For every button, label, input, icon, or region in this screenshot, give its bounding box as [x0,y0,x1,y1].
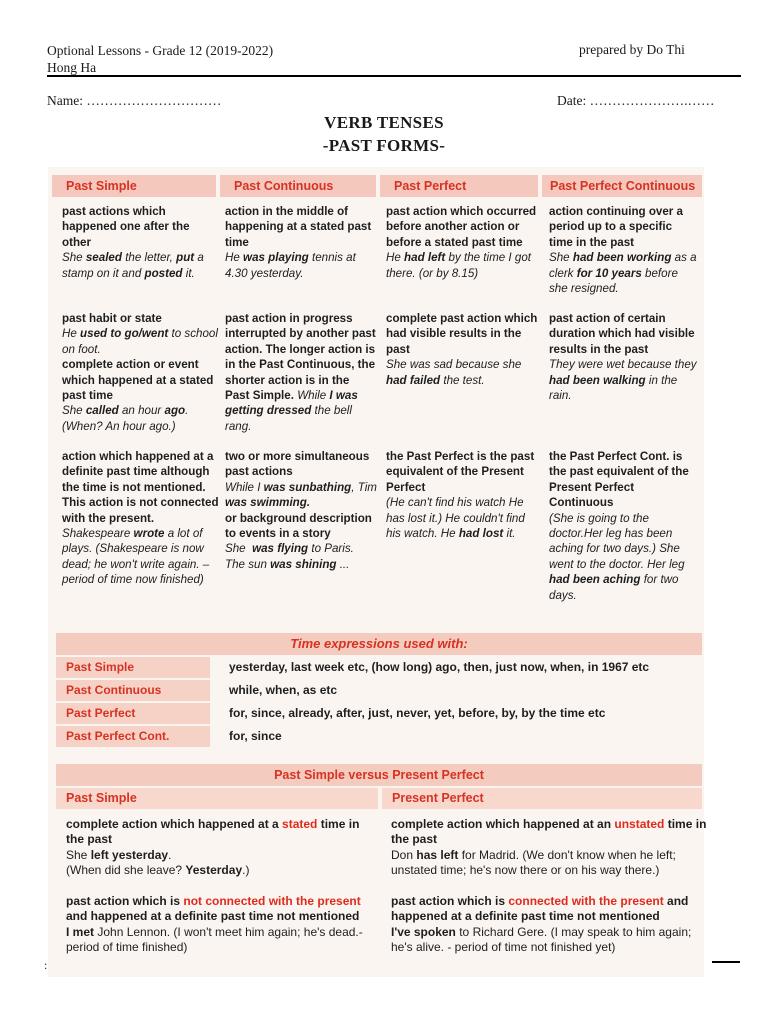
cell-past-continuous-3: two or more simultaneous past actions While I was sunbathing, Tim was swimming. or background description to events in a story She was flying to Paris. The sun was shining ... [225,450,377,571]
cell-past-simple-1: past actions which happened one after the other She sealed the letter, put a stamp on it and posted it. [62,205,204,280]
cell-past-perfect-1: past action which occurred before another action or before a stated past time He had left by the time I got there. (or by 8.15) [386,205,537,280]
cell-past-simple-2: past habit or state He used to go/went to school on foot. complete action or event which happened at a stated past time She called an hour ago. (When? An hour ago.) [62,312,218,433]
footer-rule [712,961,740,963]
col-head-past-continuous: Past Continuous [220,175,376,197]
versus-past-simple-2: past action which is not connected with the present and happened at a definite past time not mentioned I met John Lennon. (I won't meet him again; he's dead.- period of time finished) [66,894,363,955]
header-rule [47,75,741,77]
versus-past-simple-1: complete action which happened at a stated time in the past She left yesterday. (When did she leave? Yesterday.) [66,817,360,878]
time-expressions-title: Time expressions used with: [290,636,468,651]
versus-head-past-simple: Past Simple [56,788,378,809]
col-head-past-perfect: Past Perfect [380,175,538,197]
te-value-past-continuous: while, when, as etc [229,683,338,697]
versus-present-perfect-1: complete action which happened at an unstated time in the past Don has left for Madrid. (We don't know when he left; unstated time; he's now there or on his way there.) [391,817,707,878]
te-label-past-perfect: Past Perfect [56,703,210,724]
cell-past-simple-3: action which happened at a definite past time although the time is not mentioned. This action is not connected with the present. Shakespeare wrote a lot of plays. (Shakespeare is now dead; he won't write again. – period of time now finished) [62,450,219,587]
cell-past-continuous-2: past action in progress interrupted by another past action. The longer action is in the Past Continuous, the shorter action is in the Past Simple. While I was getting dressed the bell rang. [225,312,376,433]
te-label-past-perfect-cont: Past Perfect Cont. [56,726,210,747]
te-value-past-perfect: for, since, already, after, just, never, yet, before, by, by the time etc [229,706,606,720]
cell-past-perfect-3: the Past Perfect is the past equivalent of the Present Perfect (He can't find his watch He has lost it.) He couldn't find his watch. He had lost it. [386,450,535,541]
name-field: Name: ………………………… [47,93,222,108]
col-head-past-simple: Past Simple [52,175,216,197]
cell-past-perfect-continuous-2: past action of certain duration which had visible results in the past They were wet because they had been walking in the rain. [549,312,697,403]
versus-title: Past Simple versus Present Perfect [274,768,484,782]
te-label-past-continuous: Past Continuous [56,680,210,701]
te-value-past-simple: yesterday, last week etc, (how long) ago, then, just now, when, in 1967 etc [229,660,650,674]
header-course [47,42,347,76]
page-title: VERB TENSES [324,113,444,132]
te-label-past-simple: Past Simple [56,657,210,678]
page-subtitle: -PAST FORMS- [322,136,446,155]
cell-past-perfect-2: complete past action which had visible results in the past She was sad because she had failed the test. [386,312,538,387]
header-course-line1: Optional Lessons - Grade 12 (2019-2022) [47,43,274,58]
versus-present-perfect-2: past action which is connected with the present and happened at a definite past time not mentioned I've spoken to Richard Gere. (I may speak to him again; he's alive. - period of time not finished yet) [391,894,692,955]
header-course-line2: Hong Ha [47,60,97,75]
versus-head-present-perfect: Present Perfect [382,788,702,809]
cell-past-continuous-1: action in the middle of happening at a stated past time He was playing tennis at 4.30 yesterday. [225,205,372,280]
date-field: Date: ………………….…… [557,93,715,108]
cell-past-perfect-continuous-3: the Past Perfect Cont. is the past equivalent of the Present Perfect Continuous (She is going to the doctor.Her leg has been aching for two days.) She went to the doctor. Her leg had been aching for two days. [549,450,689,602]
te-value-past-perfect-cont: for, since [229,729,282,743]
cell-past-perfect-continuous-1: action continuing over a period up to a specific time in the past She had been working as a clerk for 10 years before she resigned. [549,205,697,296]
header-author: prepared by Do Thi [579,42,685,57]
col-head-past-perfect-continuous: Past Perfect Continuous [542,175,702,197]
footer-mark: : [44,958,48,972]
